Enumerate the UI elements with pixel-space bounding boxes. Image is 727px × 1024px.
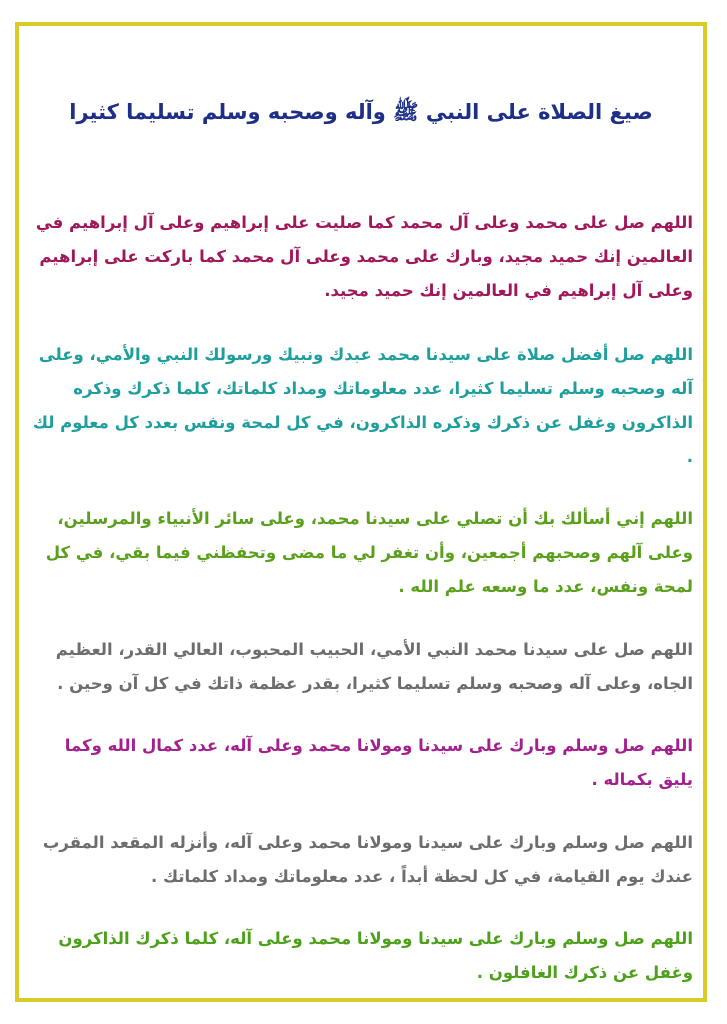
document-body [19,26,703,998]
prayer-paragraph-3: اللهم إني أسألك بك أن تصلي على سيدنا محمد، وعلى سائر الأنبياء والمرسلين، وعلى آلهم وصحبهم أجمعين، وأن تغفر لي ما مضى وتحفظني فيما بقي، في كل لمحة ونفس، عدد ما وسعه علم الله . [45,509,693,596]
prayer-paragraph-2: اللهم صل أفضل صلاة على سيدنا محمد عبدك ونبيك ورسولك النبي والأمي، وعلى آله وصحبه وسلم تسليما كثيرا، عدد معلوماتك ومداد كلماتك، كلما ذكرك وذكره الذاكرون وغفل عن ذكرك وذكره الذاكرون، في كل لمحة ونفس بعدد كل معلوم لك . [32,345,693,466]
prayer-paragraph-5: اللهم صل وسلم وبارك على سيدنا ومولانا محمد وعلى آله، عدد كمال الله وكما يليق بكماله . [64,736,693,789]
prayer-paragraph-1: اللهم صل على محمد وعلى آل محمد كما صليت على إبراهيم وعلى آل إبراهيم في العالمين إنك حميد مجيد، وبارك على محمد وعلى آل محمد كما باركت على إبراهيم وعلى آل إبراهيم في العالمين إنك حميد مجيد. [35,213,693,300]
page-frame [15,22,707,1002]
prayer-paragraph-4: اللهم صل على سيدنا محمد النبي الأمي، الحبيب المحبوب، العالي القدر، العظيم الجاه، وعلى آله وصحبه وسلم تسليما كثيرا، بقدر عظمة ذاتك في كل آن وحين . [55,640,693,693]
prayer-paragraph-6: اللهم صل وسلم وبارك على سيدنا ومولانا محمد وعلى آله، وأنزله المقعد المقرب عندك يوم القيامة، في كل لحظة أبداً ، عدد معلوماتك ومداد كلماتك . [42,833,693,886]
prayer-paragraph-7: اللهم صل وسلم وبارك على سيدنا ومولانا محمد وعلى آله، كلما ذكرك الذاكرون وغفل عن ذكرك الغافلون . [58,929,693,982]
page-title: صيغ الصلاة على النبي ﷺ وآله وصحبه وسلم تسليما كثيرا [69,100,653,124]
